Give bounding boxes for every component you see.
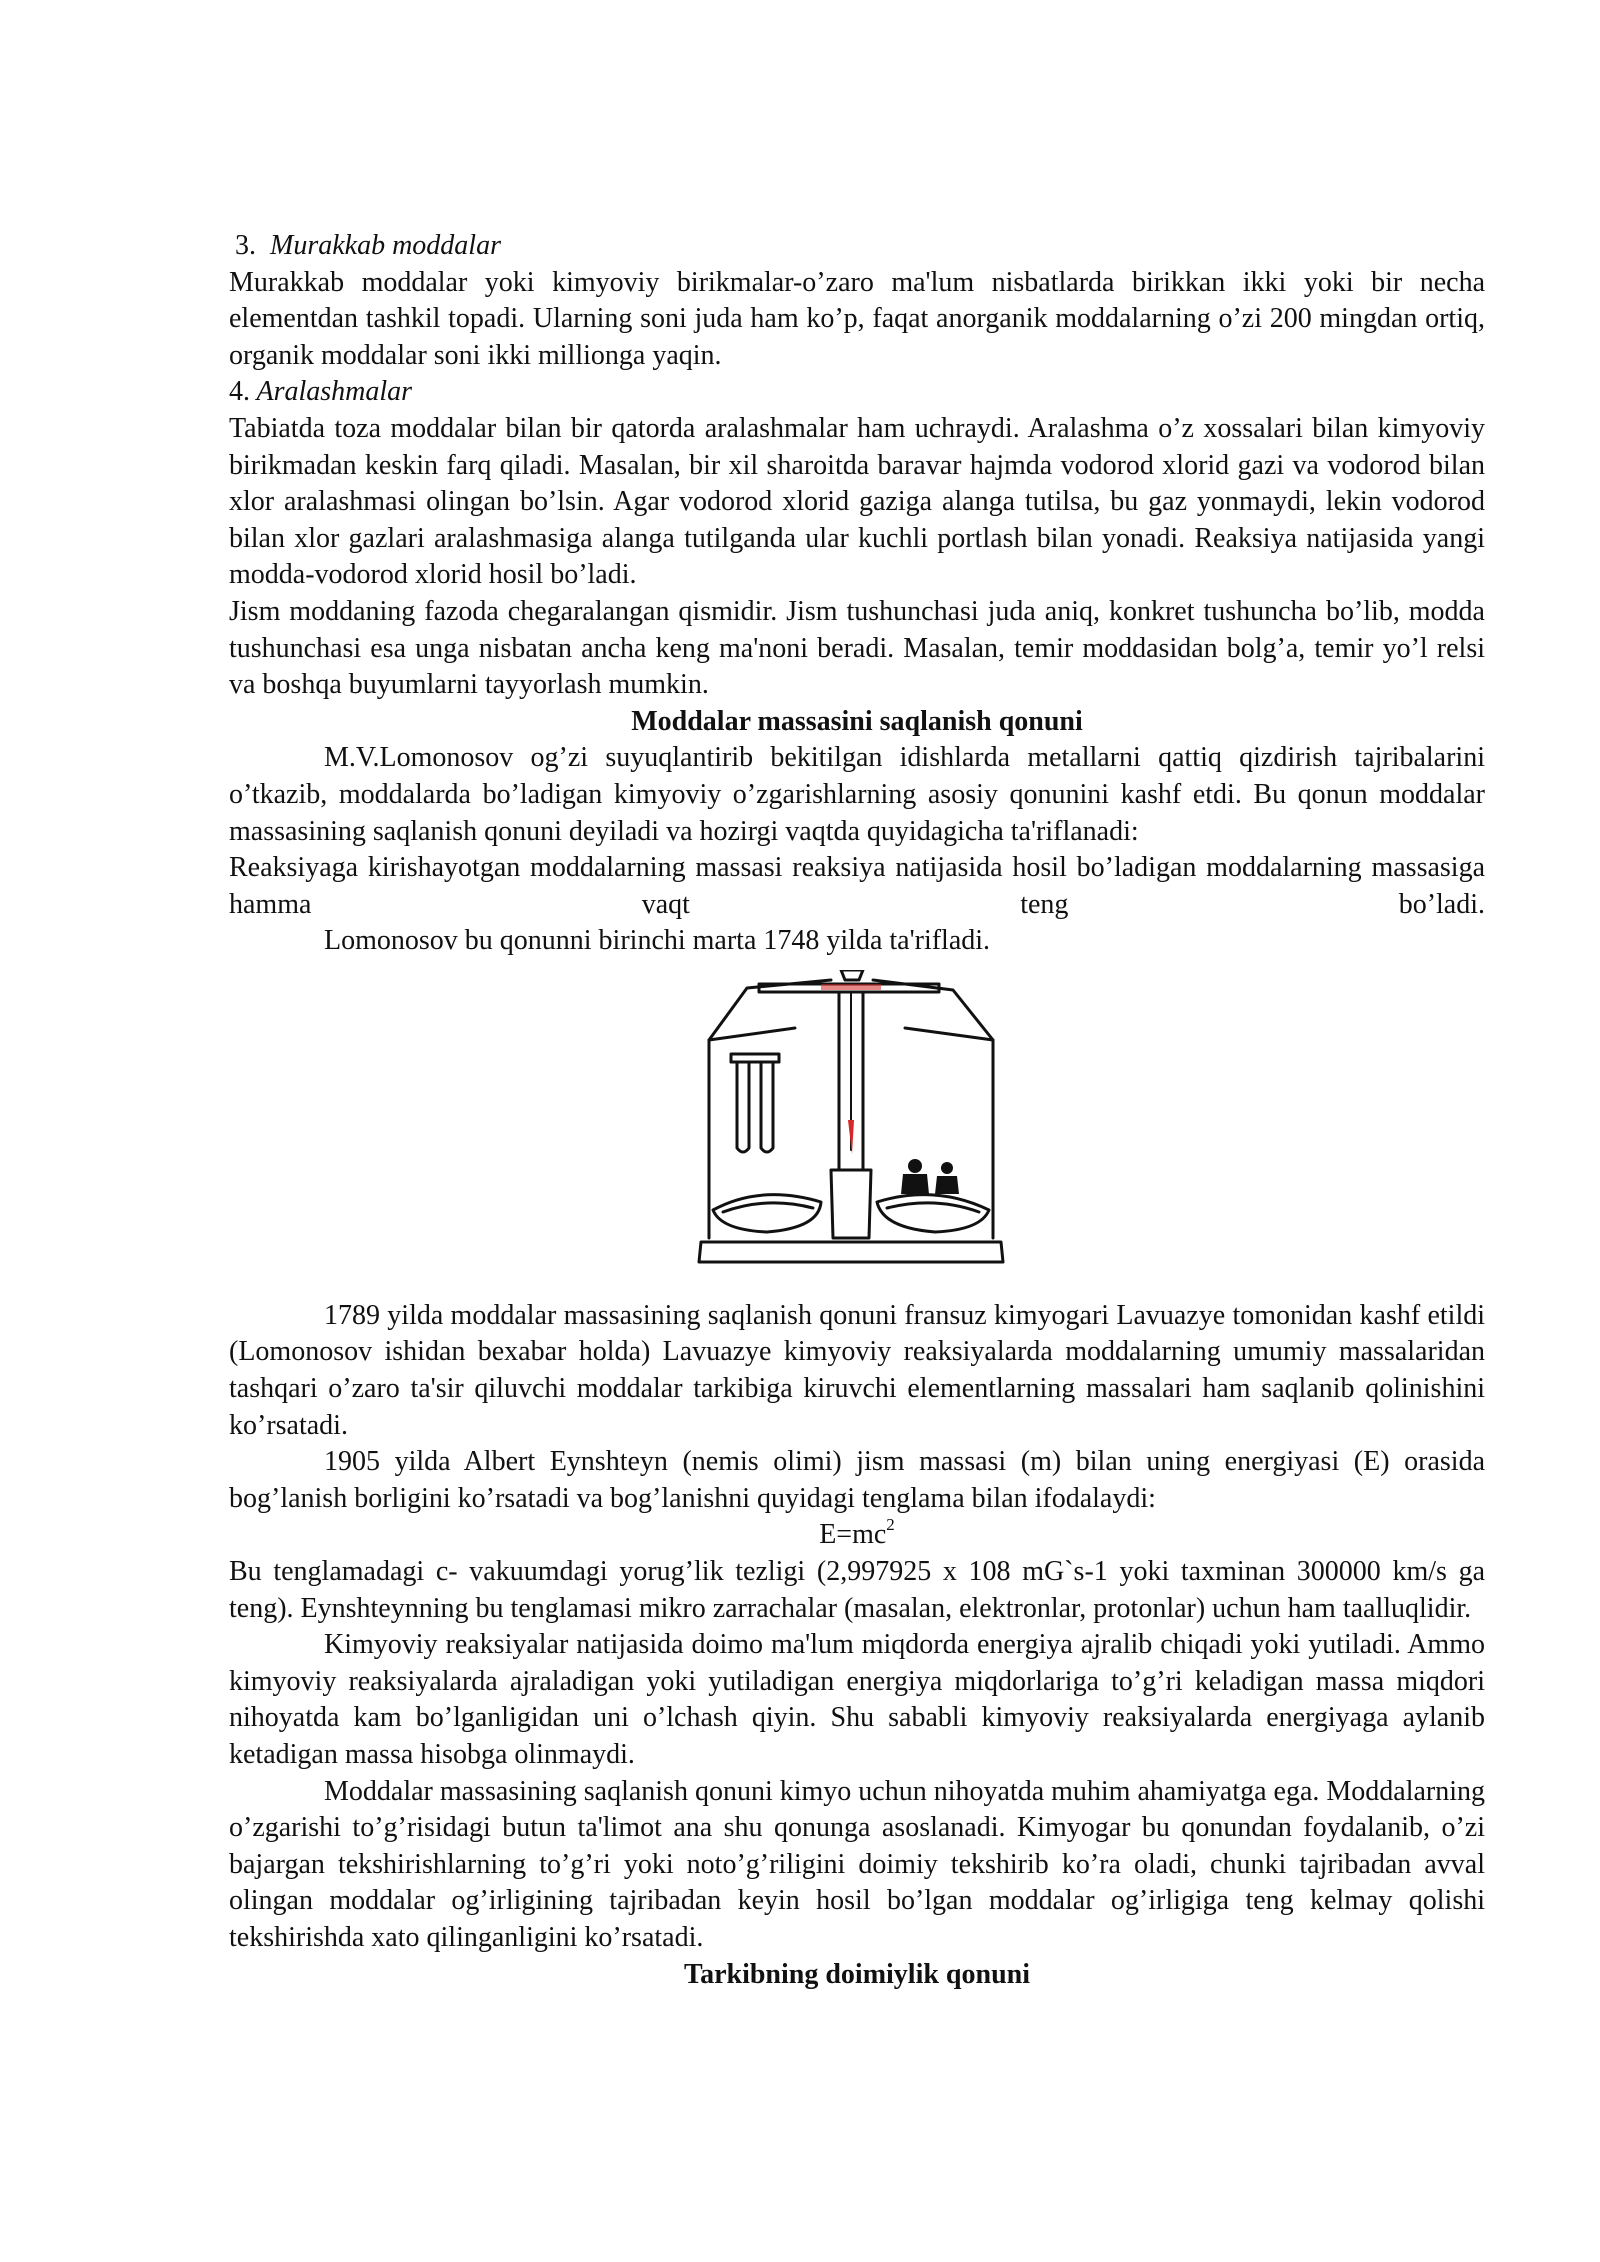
einstein-equation [229,1517,1485,1554]
section-4-text: Tabiatda toza moddalar bilan bir qatorda aralashmalar ham uchraydi. Aralashma o’z xossalari bilan kimyoviy birikmadan keskin farq qiladi. Masalan, bir xil sharoitda baravar hajmda vodorod xlorid gazi va vodorod bilan xlor aralashmasi olingan bo’lsin. Agar vodorod xlorid gaziga alanga tutilsa, bu gaz yonmaydi, lekin vodorod bilan xlor gazlari aralashmasiga alanga tutilganda ular kuchli portlash bilan yonadi. Reaksiya natijasida yangi modda-vodorod xlorid hosil bo’ladi. [229,412,1485,591]
balance-scale-figure [229,960,1485,1298]
law-paragraph-3: Lomonosov bu qonunni birinchi marta 1748 yilda ta'rifladi. [324,925,991,957]
law-definition: Reaksiyaga kirishayotgan moddalarning massasi reaksiya natijasida hosil bo’ladigan moddalarning massasiga hamma vaqt teng bo’ladi. [229,852,1485,920]
equation-exponent: 2 [886,1515,895,1535]
law-paragraph-4: 1789 yilda moddalar massasining saqlanish qonuni fransuz kimyogari Lavuazye tomonidan kashf etildi (Lomonosov ishidan bexabar holda) Lavuazye kimyoviy reaksiyalarda moddalarning umumiy massalaridan tashqari o’zaro ta'sir qiluvchi moddalar tarkibiga kiruvchi elementlarning massalari ham saqlanib qolinishini ko’rsatadi. [229,1299,1485,1441]
left-pan [713,1195,821,1232]
equation-base: E=mc [819,1519,887,1551]
law-paragraph-5: 1905 yilda Albert Eynshteyn (nemis olimi) jism massasi (m) bilan uning energiyasi (E) orasida bog’lanish borligini ko’rsatadi va bog’lanishni quyidagi tenglama bilan ifodalaydi: [229,1446,1485,1514]
law-constant-composition-title: Tarkibning doimiylik qonuni [683,1958,1031,1990]
weights [901,1159,959,1194]
law-mass-conservation-title: Moddalar massasini saqlanish qonuni [631,705,1083,737]
section-4-number: 4. [229,376,250,408]
scale-base [699,1242,1003,1262]
test-tube-right [761,1062,773,1152]
law-paragraph-6: Bu tenglamadagi c- vakuumdagi yorug’lik tezligi (2,997925 x 108 mG`s-1 yoki taxminan 300000 km/s ga teng). Eynshteynning bu tenglamasi mikro zarrachalar (masalan, elektronlar, protonlar) uchun ham taalluqlidir. [229,1556,1485,1624]
section-3-number: 3. [235,230,256,261]
section-4-heading [229,374,1485,411]
law-paragraph-1: M.V.Lomonosov og’zi suyuqlantirib bekitilgan idishlarda metallarni qattiq qizdirish tajribalarini o’tkazib, moddalarda bo’ladigan kimyoviy o’zgarishlarning asosiy qonunini kashf etdi. Bu qonun moddalar massasining saqlanish qonuni deyiladi va hozirgi vaqtda quyidagicha ta'riflanadi: [229,742,1485,847]
law-paragraph-7: Kimyoviy reaksiyalar natijasida doimo ma'lum miqdorda energiya ajralib chiqadi yoki yutiladi. Ammo kimyoviy reaksiyalarda ajraladigan yoki yutiladigan energiya miqdorlariga to’g’ri keladigan massa miqdori nihoyatda kam bo’lganligidan uni o’lchash qiyin. Shu sababli kimyoviy reaksiyalarda energiyaga aylanib ketadigan massa hisobga olinmaydi. [229,1629,1485,1770]
section-4-text-2: Jism moddaning fazoda chegaralangan qismidir. Jism tushunchasi juda aniq, konkret tushuncha bo’lib, modda tushunchasi esa unga nisbatan ancha keng ma'noni beradi. Masalan, temir moddasidan bolg’a, temir yo’l relsi va boshqa buyumlarni tayyorlash mumkin. [229,595,1485,701]
test-tube-left [737,1062,749,1152]
section-4-title: Aralashmalar [256,376,413,408]
section-3-heading [229,228,1485,265]
right-pan [877,1195,989,1232]
document-page [229,228,1485,1993]
law-paragraph-8: Moddalar massasining saqlanish qonuni kimyo uchun nihoyatda muhim ahamiyatga ega. Moddalarning o’zgarishi to’g’risidagi butun ta'limot ana shu qonunga asoslanadi. Kimyogar bu qonundan foydalanib, o’zi bajargan tekshirishlarning to’g’ri yoki noto’g’riligini doimiy tekshirib ko’ra oladi, chunki tajribadan avval olingan moddalar og’irligining tajribadan keyin hosil bo’lgan moddalar og’irligiga teng kelmay qolishi tekshirishda xato qilinganligini ko’rsatadi. [229,1775,1486,1953]
section-3-title: Murakkab moddalar [270,230,501,261]
section-3-text: Murakkab moddalar yoki kimyoviy birikmalar-o’zaro ma'lum nisbatlarda birikkan ikki yoki bir necha elementdan tashkil topadi. Ularning soni juda ham ko’p, faqat anorganik moddalarning o’zi 200 mingdan ortiq, organik moddalar soni ikki millionga yaqin. [229,266,1485,371]
balance-scale-illustration [691,970,1011,1280]
